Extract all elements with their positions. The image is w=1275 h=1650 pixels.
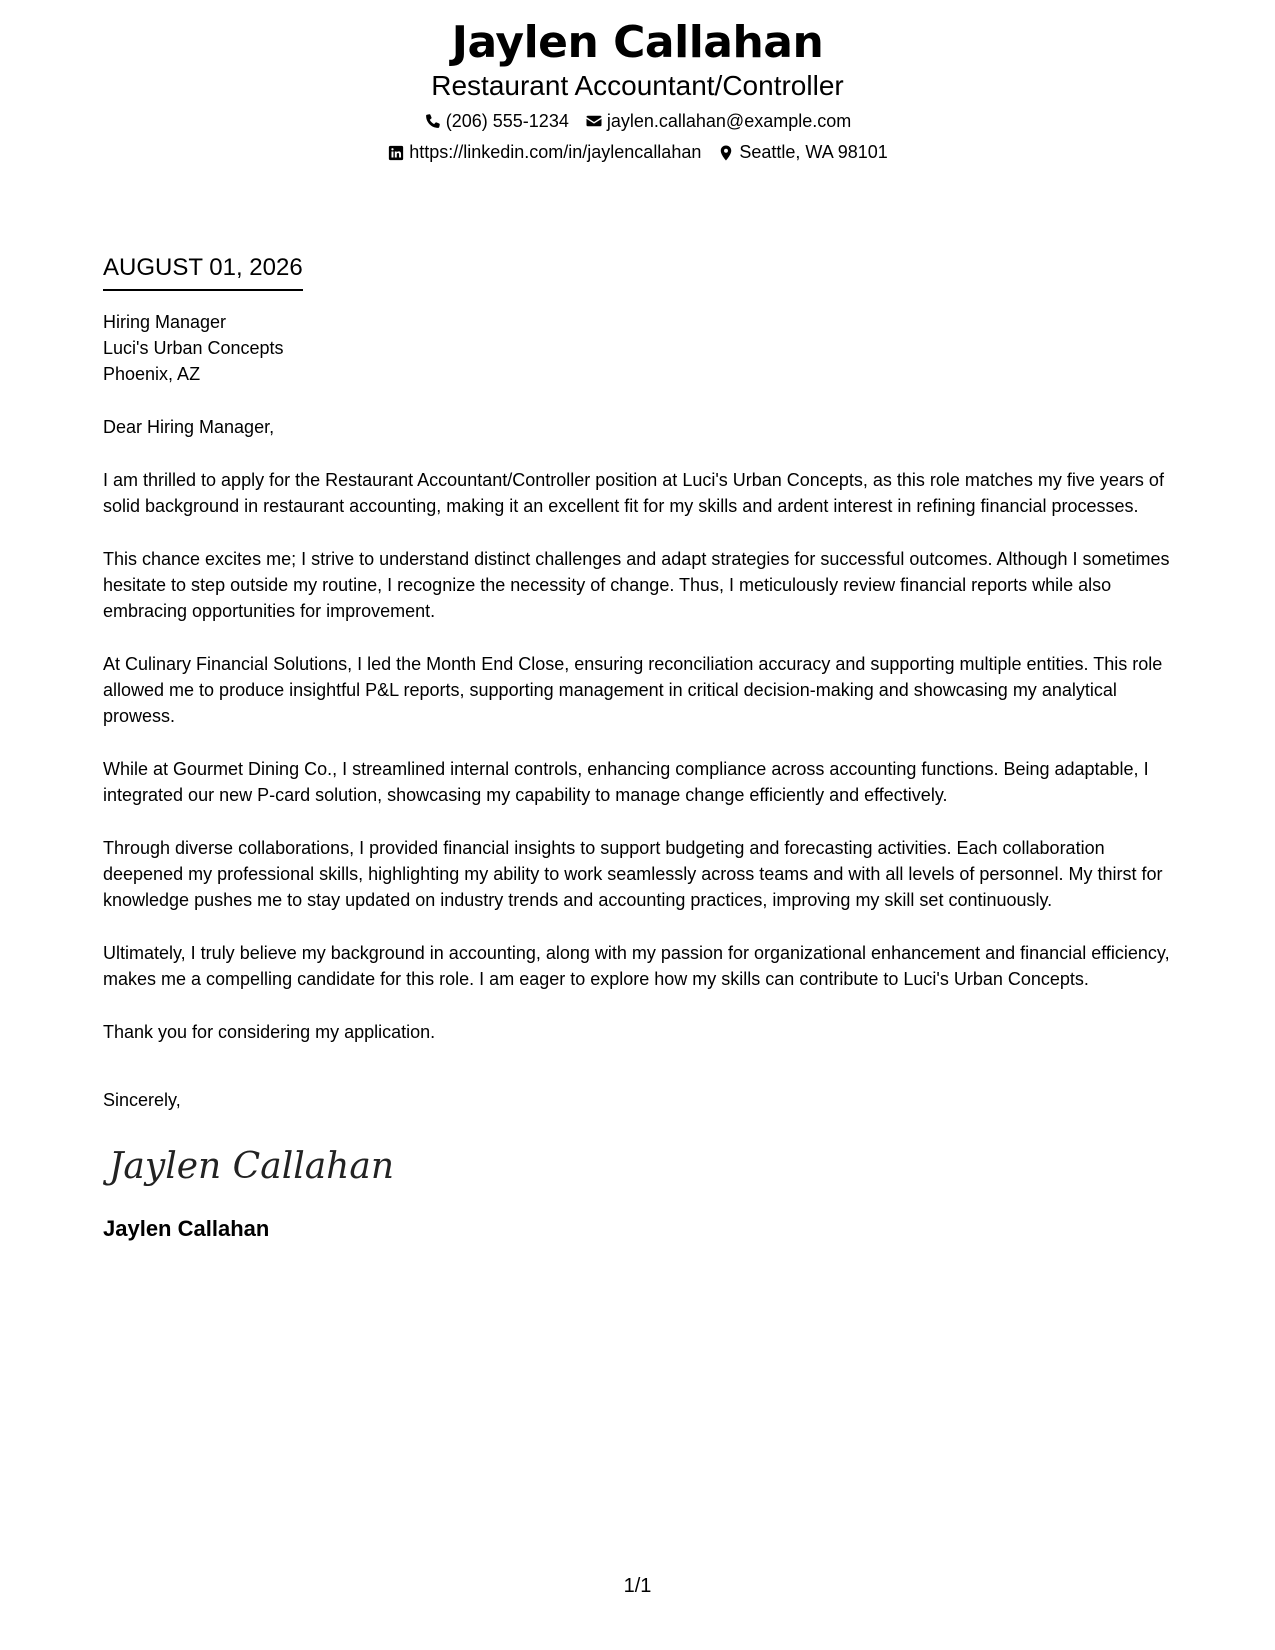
- linkedin-icon: [387, 144, 405, 162]
- body-paragraph-6: Ultimately, I truly believe my background in accounting, along with my passion for organizational enhancement and financial efficiency, makes me a compelling candidate for this role. I am eager to explore how my skills can contribute to Luci's Urban Concepts.: [103, 942, 1170, 989]
- recipient-line-location: Phoenix, AZ: [103, 363, 201, 384]
- body-paragraph-3: At Culinary Financial Solutions, I led the Month End Close, ensuring reconciliation accuracy and supporting multiple entities. This role allowed me to produce insightful P&L reports, supporting management in critical decision-making and showcasing my analytical prowess.: [103, 653, 1163, 726]
- letter-date: AUGUST 01, 2026: [103, 254, 303, 291]
- letter-body: [103, 254, 1183, 1242]
- phone-text: (206) 555-1234: [445, 110, 569, 131]
- phone-contact: [424, 110, 569, 133]
- svg-text:Jaylen Callahan: Jaylen Callahan: [109, 1145, 395, 1187]
- applicant-name: Jaylen Callahan: [451, 17, 824, 68]
- recipient-line-company: Luci's Urban Concepts: [103, 337, 284, 358]
- letter-header: [0, 18, 1275, 164]
- body-paragraph-1: I am thrilled to apply for the Restaurant Accountant/Controller position at Luci's Urban Concepts, as this role matches my five years of solid background in restaurant accounting, making it an excellent fit for my skills and ardent interest in refining financial processes.: [103, 469, 1164, 516]
- salutation: Dear Hiring Manager,: [103, 416, 275, 437]
- handwritten-signature: [103, 1139, 1183, 1193]
- email-contact: [585, 110, 851, 133]
- phone-icon: [424, 112, 442, 130]
- body-paragraph-2: This chance excites me; I strive to understand distinct challenges and adapt strategies for successful outcomes. Although I sometimes hesitate to step outside my routine, I recognize the necessity of change. Thus, I meticulously review financial reports while also embracing opportunities for improvement.: [103, 548, 1170, 621]
- body-paragraph-4: While at Gourmet Dining Co., I streamlined internal controls, enhancing compliance across accounting functions. Being adaptable, I integrated our new P-card solution, showcasing my capability to manage change efficiently and effectively.: [103, 758, 1149, 805]
- signer-name: Jaylen Callahan: [103, 1215, 270, 1241]
- linkedin-contact: [387, 141, 701, 164]
- envelope-icon: [585, 112, 603, 130]
- page-footer: [0, 1576, 1275, 1596]
- location-contact: [717, 141, 887, 164]
- contact-row-primary: [0, 110, 1275, 133]
- email-text: jaylen.callahan@example.com: [606, 110, 852, 131]
- body-paragraph-5: Through diverse collaborations, I provided financial insights to support budgeting and forecasting activities. Each collaboration deepened my professional skills, highlighting my ability to work seamlessly across teams and with all levels of personnel. My thirst for knowledge pushes me to stay updated on industry trends and accounting practices, improving my skill set continuously.: [103, 837, 1163, 910]
- applicant-title: Restaurant Accountant/Controller: [431, 69, 844, 101]
- linkedin-text: https://linkedin.com/in/jaylencallahan: [409, 142, 702, 163]
- location-text: Seattle, WA 98101: [739, 142, 888, 163]
- body-paragraph-7: Thank you for considering my application.: [103, 1021, 436, 1042]
- page-indicator: 1/1: [623, 1575, 652, 1597]
- closing-line: Sincerely,: [103, 1089, 181, 1110]
- map-pin-icon: [717, 144, 735, 162]
- contact-row-secondary: [0, 141, 1275, 164]
- recipient-address: [103, 309, 1183, 387]
- recipient-line-name: Hiring Manager: [103, 311, 227, 332]
